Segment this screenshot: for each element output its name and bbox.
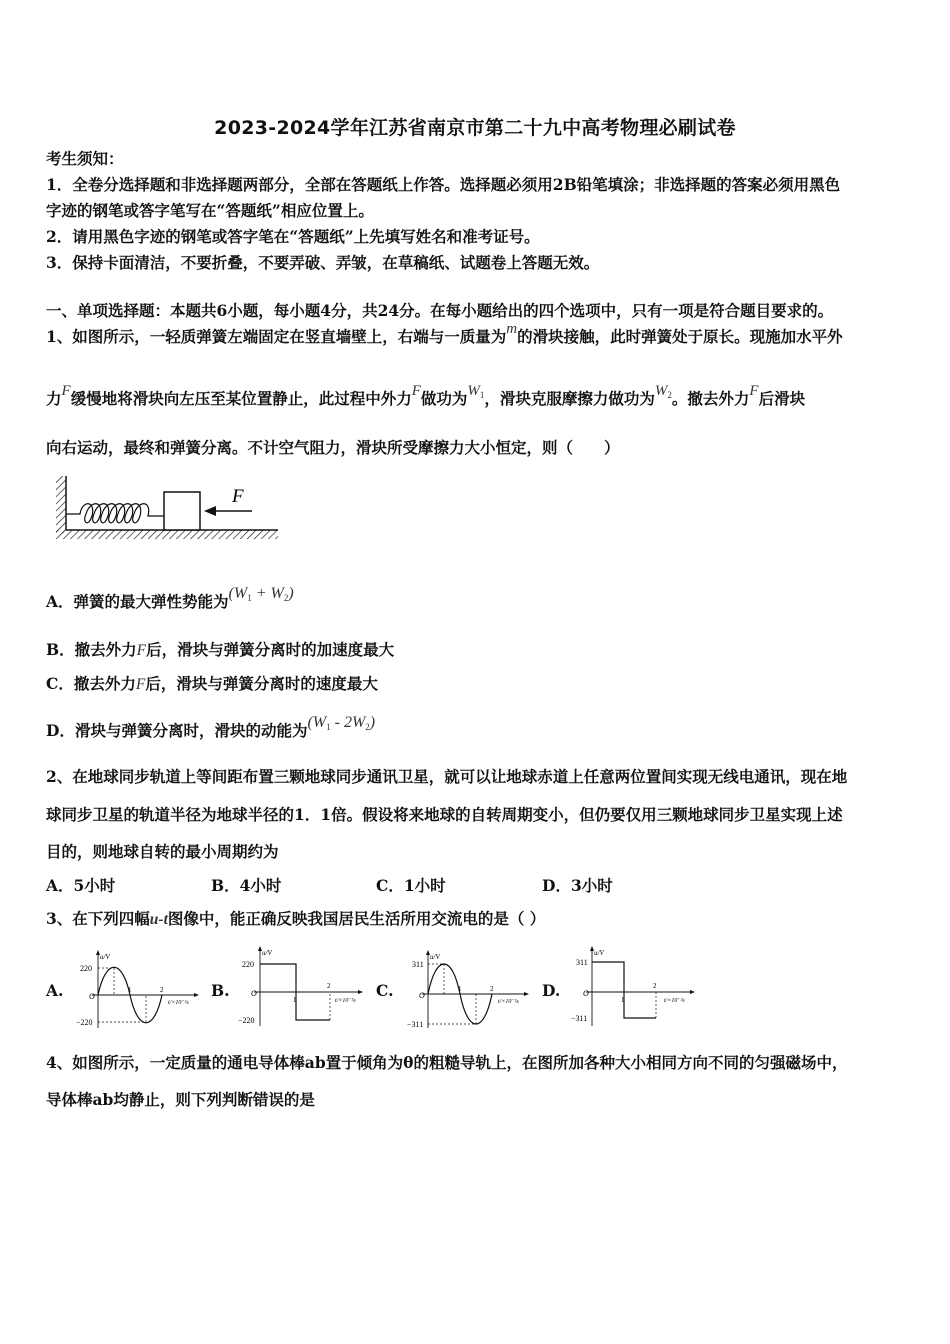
- q3-option-b-label: B.: [211, 981, 230, 1000]
- block: [164, 492, 200, 530]
- graph-d: [570, 944, 698, 1028]
- q3-option-a-label: A.: [46, 981, 64, 1000]
- q2-line-2: 球同步卫星的轨道半径为地球半径的1．1倍。假设将来地球的自转周期变小，但仍要仅用三颗地球同步卫星实现上述: [46, 805, 843, 824]
- svg-text:O: O: [251, 989, 257, 998]
- svg-text:1: 1: [128, 986, 132, 994]
- graph-c: [404, 948, 532, 1030]
- notice-item-1: 1．全卷分选择题和非选择题两部分，全部在答题纸上作答。选择题必须用2B铅笔填涂；非选择题的答案必须用黑色: [46, 175, 841, 194]
- notice-item-3: 3．保持卡面清洁，不要折叠，不要弄破、弄皱，在草稿纸、试题卷上答题无效。: [46, 253, 600, 272]
- svg-text:u/V: u/V: [594, 949, 604, 957]
- svg-text:220: 220: [80, 964, 92, 973]
- svg-text:−311: −311: [407, 1020, 424, 1029]
- spring: [66, 504, 164, 523]
- q2-option-d: D．3小时: [542, 876, 613, 895]
- q4-line-1: 4、如图所示，一定质量的通电导体棒ab置于倾角为θ的粗糙导轨上，在图所加各种大小相同方向不同的匀强磁场中，: [46, 1053, 848, 1072]
- svg-text:220: 220: [242, 960, 254, 969]
- notice-heading: 考生须知：: [46, 149, 124, 168]
- wall: [56, 476, 66, 534]
- floor: [56, 530, 278, 539]
- svg-text:1: 1: [458, 985, 462, 993]
- q1-line-2: 力F缓慢地将滑块向左压至某位置静止，此过程中外力F做功为$W_1$，滑块克服摩擦力做功为$W_2$。撤去外力F后滑块: [46, 383, 806, 408]
- q1-option-c: C．撤去外力F后，滑块与弹簧分离时的速度最大: [46, 674, 378, 693]
- svg-text:u/V: u/V: [430, 953, 440, 961]
- svg-text:311: 311: [412, 960, 424, 969]
- spring-block-figure: [52, 472, 282, 544]
- svg-text:1: 1: [293, 996, 297, 1004]
- svg-text:2: 2: [327, 982, 331, 990]
- q1-option-b: B．撤去外力F后，滑块与弹簧分离时的加速度最大: [46, 640, 395, 659]
- q1-line-1: 1、如图所示，一轻质弹簧左端固定在竖直墙壁上，右端与一质量为m的滑块接触，此时弹簧处于原长。现施加水平外: [46, 321, 843, 346]
- q3-option-c-label: C.: [376, 981, 394, 1000]
- svg-text:2: 2: [653, 982, 657, 990]
- page-title: 2023-2024学年江苏省南京市第二十九中高考物理必刷试卷: [214, 117, 736, 139]
- mass-symbol: m: [506, 321, 518, 337]
- q1-line-3: 向右运动，最终和弹簧分离。不计空气阻力，滑块所受摩擦力大小恒定，则（ ）: [46, 438, 620, 457]
- q3-stem: 3、在下列四幅u-t图像中，能正确反映我国居民生活所用交流电的是（ ）: [46, 909, 546, 928]
- q3-option-d-label: D.: [542, 981, 561, 1000]
- svg-text:u/V: u/V: [262, 949, 272, 957]
- svg-text:311: 311: [576, 958, 588, 967]
- svg-text:u/V: u/V: [100, 953, 110, 961]
- svg-text:t/×10⁻²s: t/×10⁻²s: [168, 1000, 189, 1006]
- svg-text:−311: −311: [571, 1014, 588, 1023]
- svg-text:O: O: [89, 992, 95, 1001]
- notice-item-1-cont: 字迹的钢笔或答字笔写在“答题纸”相应位置上。: [46, 201, 374, 220]
- svg-text:2: 2: [160, 986, 164, 994]
- section-1-heading: 一、单项选择题：本题共6小题，每小题4分，共24分。在每小题给出的四个选项中，只有一项是符合题目要求的。: [46, 301, 834, 320]
- graph-a: [74, 948, 202, 1030]
- q1-option-a: A．弹簧的最大弹性势能为(W1 + W2): [46, 585, 294, 611]
- svg-text:−220: −220: [238, 1016, 255, 1025]
- svg-text:1: 1: [621, 996, 625, 1004]
- q2-option-b: B．4小时: [211, 876, 282, 895]
- svg-text:t/×10⁻²s: t/×10⁻²s: [664, 998, 685, 1004]
- svg-text:t/×10⁻²s: t/×10⁻²s: [335, 998, 356, 1004]
- svg-text:−220: −220: [76, 1018, 93, 1027]
- force-label: F: [232, 486, 244, 507]
- q1-option-d: D．滑块与弹簧分离时，滑块的动能为(W1 - 2W2): [46, 714, 376, 740]
- svg-text:O: O: [419, 991, 425, 1000]
- q2-option-a: A．5小时: [46, 876, 116, 895]
- q4-line-2: 导体棒ab均静止，则下列判断错误的是: [46, 1090, 315, 1109]
- q2-option-c: C．1小时: [376, 876, 446, 895]
- notice-item-2: 2．请用黑色字迹的钢笔或答字笔在“答题纸”上先填写姓名和准考证号。: [46, 227, 540, 246]
- q2-line-1: 2、在地球同步轨道上等间距布置三颗地球同步通讯卫星，就可以让地球赤道上任意两位置间实现无线电通讯，现在地: [46, 767, 848, 786]
- svg-text:t/×10⁻²s: t/×10⁻²s: [498, 999, 519, 1005]
- svg-text:2: 2: [490, 985, 494, 993]
- graph-b: [238, 944, 366, 1028]
- svg-text:O: O: [583, 989, 589, 998]
- q2-line-3: 目的，则地球自转的最小周期约为: [46, 842, 279, 861]
